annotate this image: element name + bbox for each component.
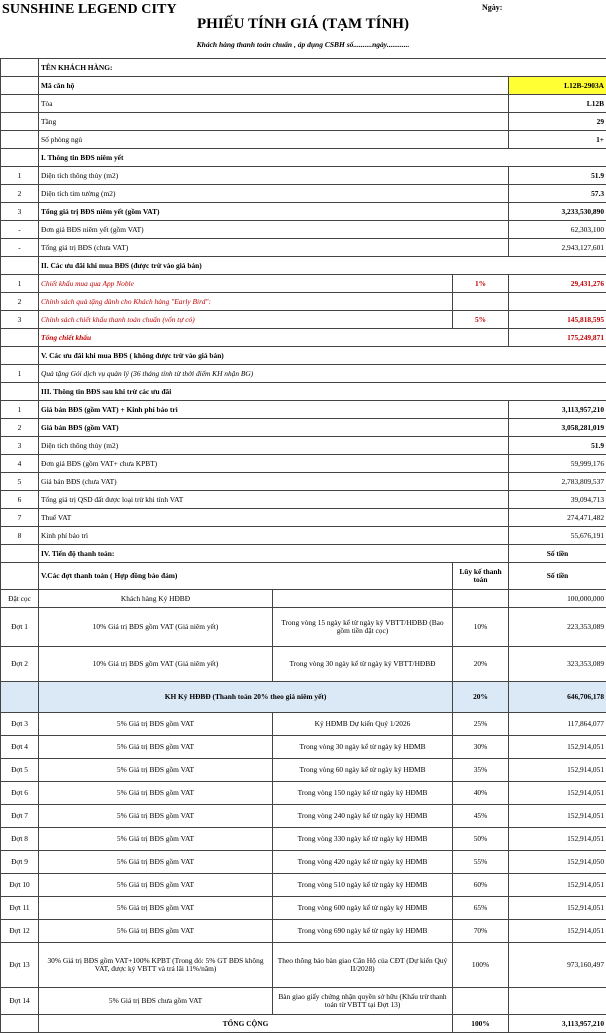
payment-percent: 40% bbox=[453, 782, 509, 805]
payment-desc: Khách hàng Ký HĐBĐ bbox=[39, 590, 273, 608]
row-label: Tòa bbox=[39, 95, 509, 113]
table-row bbox=[1, 473, 606, 491]
payment-value: 323,353,089 bbox=[509, 647, 606, 682]
installment-row bbox=[1, 805, 606, 828]
payment-timing: Trong vòng 690 ngày kể từ ngày ký HĐMB bbox=[273, 920, 453, 943]
payment-number: Đợt 2 bbox=[1, 647, 39, 682]
payment-timing: Bàn giao giấy chứng nhận quyền sở hữu (Khấu trừ thanh toán từ VBTT tại Đợt 13) bbox=[273, 988, 453, 1015]
section-title: V. Các ưu đãi khi mua BĐS ( không được trừ vào giá bán) bbox=[39, 347, 606, 365]
payment-number: Đợt 14 bbox=[1, 988, 39, 1015]
table-row bbox=[1, 275, 606, 293]
payment-number: Đợt 3 bbox=[1, 713, 39, 736]
row-number: 2 bbox=[1, 185, 39, 203]
row-number: 1 bbox=[1, 167, 39, 185]
highlight-row bbox=[1, 682, 606, 713]
grand-total-percent: 100% bbox=[453, 1015, 509, 1033]
payment-number: Đợt 12 bbox=[1, 920, 39, 943]
table-row bbox=[1, 113, 606, 131]
payment-desc: 5% Giá trị BĐS gồm VAT bbox=[39, 897, 273, 920]
row-value: 2,943,127,601 bbox=[509, 239, 606, 257]
row-label: Kinh phí bảo trì bbox=[39, 527, 509, 545]
payment-percent: 30% bbox=[453, 736, 509, 759]
payment-section-title: V.Các đợt thanh toán ( Hợp đồng bảo đảm) bbox=[39, 563, 453, 590]
section-title-row bbox=[1, 545, 606, 563]
payment-number: Đặt cọc bbox=[1, 590, 39, 608]
payment-desc: 5% Giá trị BĐS gồm VAT bbox=[39, 805, 273, 828]
payment-number: Đợt 1 bbox=[1, 608, 39, 647]
table-row bbox=[1, 401, 606, 419]
payment-desc: 10% Giá trị BĐS gồm VAT (Giá niêm yết) bbox=[39, 608, 273, 647]
row-number: 1 bbox=[1, 365, 39, 383]
row-value: 3,233,530,890 bbox=[509, 203, 606, 221]
highlight-value: 646,706,178 bbox=[509, 682, 606, 713]
row-value: 3,058,281,019 bbox=[509, 419, 606, 437]
discount-total-value: 175,249,871 bbox=[509, 329, 606, 347]
row-value: 29,431,276 bbox=[509, 275, 606, 293]
payment-number: Đợt 11 bbox=[1, 897, 39, 920]
payment-desc: 5% Giá trị BĐS gồm VAT bbox=[39, 874, 273, 897]
section-title-row bbox=[1, 347, 606, 365]
row-label: Giá bán BĐS (gồm VAT) + Kinh phí bảo trì bbox=[39, 401, 509, 419]
payment-timing: Trong vòng 15 ngày kể từ ngày ký VBTT/HĐBĐ (Bao gồm tiền đặt cọc) bbox=[273, 608, 453, 647]
payment-header-row bbox=[1, 563, 606, 590]
row-value: 62,303,100 bbox=[509, 221, 606, 239]
payment-timing: Trong vòng 60 ngày kể từ ngày ký HĐMB bbox=[273, 759, 453, 782]
payment-desc: 5% Giá trị BĐS gồm VAT bbox=[39, 828, 273, 851]
table-row bbox=[1, 527, 606, 545]
installment-row bbox=[1, 736, 606, 759]
payment-percent: 70% bbox=[453, 920, 509, 943]
row-label: Giá bán BĐS (chưa VAT) bbox=[39, 473, 509, 491]
row-value: 2,783,809,537 bbox=[509, 473, 606, 491]
table-row bbox=[1, 365, 606, 383]
table-row bbox=[1, 185, 606, 203]
section-title-row bbox=[1, 257, 606, 275]
table-row bbox=[1, 95, 606, 113]
payment-value: 152,914,051 bbox=[509, 897, 606, 920]
payment-timing: Trong vòng 30 ngày kể từ ngày ký VBTT/HĐBĐ bbox=[273, 647, 453, 682]
payment-row bbox=[1, 590, 606, 608]
table-row bbox=[1, 167, 606, 185]
row-label: Thuế VAT bbox=[39, 509, 509, 527]
row-number: 3 bbox=[1, 437, 39, 455]
table-row bbox=[1, 77, 606, 95]
row-number: 7 bbox=[1, 509, 39, 527]
payment-timing: Trong vòng 330 ngày kể từ ngày ký HĐMB bbox=[273, 828, 453, 851]
amount-header: Số tiền bbox=[509, 545, 606, 563]
payment-timing: Trong vòng 30 ngày kể từ ngày ký HĐMB bbox=[273, 736, 453, 759]
payment-desc: 5% Giá trị BĐS gồm VAT bbox=[39, 782, 273, 805]
section-title-row bbox=[1, 149, 606, 167]
payment-row bbox=[1, 608, 606, 647]
payment-percent: 50% bbox=[453, 828, 509, 851]
payment-desc: 30% Giá trị BĐS gồm VAT+100% KPBT (Trong đó: 5% GT BĐS không VAT, được ký VBTT và trả lãi 11%/năm) bbox=[39, 943, 273, 988]
payment-percent bbox=[453, 590, 509, 608]
payment-desc: 5% Giá trị BĐS gồm VAT bbox=[39, 713, 273, 736]
row-value: 3,113,957,210 bbox=[509, 401, 606, 419]
table-row bbox=[1, 437, 606, 455]
row-value: 51.9 bbox=[509, 167, 606, 185]
highlight-percent: 20% bbox=[453, 682, 509, 713]
row-number: 2 bbox=[1, 293, 39, 311]
payment-number: Đợt 5 bbox=[1, 759, 39, 782]
row-label: Diện tích thông thủy (m2) bbox=[39, 167, 509, 185]
table-row bbox=[1, 509, 606, 527]
payment-desc: 10% Giá trị BĐS gồm VAT (Giá niêm yết) bbox=[39, 647, 273, 682]
payment-value: 152,914,051 bbox=[509, 736, 606, 759]
installment-row bbox=[1, 920, 606, 943]
payment-number: Đợt 9 bbox=[1, 851, 39, 874]
row-value: 55,676,191 bbox=[509, 527, 606, 545]
payment-timing bbox=[273, 590, 453, 608]
row-label: Tổng giá trị QSD đất được loại trừ khi tính VAT bbox=[39, 491, 509, 509]
installment-row bbox=[1, 988, 606, 1015]
row-value: L12B bbox=[509, 95, 606, 113]
grand-total-value: 3,113,957,210 bbox=[509, 1015, 606, 1033]
row-label: Đơn giá BĐS niêm yết (gồm VAT) bbox=[39, 221, 509, 239]
discount-total-row bbox=[1, 329, 606, 347]
payment-value: 117,864,077 bbox=[509, 713, 606, 736]
payment-value: 973,160,497 bbox=[509, 943, 606, 988]
installment-row bbox=[1, 828, 606, 851]
row-value: 145,818,595 bbox=[509, 311, 606, 329]
payment-timing: Trong vòng 150 ngày kể từ ngày ký HĐMB bbox=[273, 782, 453, 805]
installment-row bbox=[1, 782, 606, 805]
row-label: Mã căn hộ bbox=[39, 77, 509, 95]
section-title-row bbox=[1, 383, 606, 401]
row-label: Đơn giá BĐS (gồm VAT+ chưa KPBT) bbox=[39, 455, 509, 473]
highlight-label: KH Ký HĐBĐ (Thanh toán 20% theo giá niêm yết) bbox=[39, 682, 453, 713]
row-value: 274,471,482 bbox=[509, 509, 606, 527]
payment-percent: 55% bbox=[453, 851, 509, 874]
row-label: Diện tích tim tường (m2) bbox=[39, 185, 509, 203]
row-number: 2 bbox=[1, 419, 39, 437]
row-number: 3 bbox=[1, 311, 39, 329]
row-value bbox=[509, 293, 606, 311]
payment-number: Đợt 10 bbox=[1, 874, 39, 897]
section-title: IV. Tiến độ thanh toán: bbox=[39, 545, 509, 563]
payment-timing: Trong vòng 510 ngày kể từ ngày ký HĐMB bbox=[273, 874, 453, 897]
document-title: PHIẾU TÍNH GIÁ (TẠM TÍNH) bbox=[0, 16, 606, 33]
table-row bbox=[1, 203, 606, 221]
payment-number: Đợt 6 bbox=[1, 782, 39, 805]
payment-value: 100,000,000 bbox=[509, 590, 606, 608]
row-label: Tổng giá trị BĐS niêm yết (gồm VAT) bbox=[39, 203, 509, 221]
payment-value: 152,914,051 bbox=[509, 805, 606, 828]
payment-value: 152,914,051 bbox=[509, 920, 606, 943]
row-number: - bbox=[1, 221, 39, 239]
row-value: 59,999,176 bbox=[509, 455, 606, 473]
cumulative-header: Lũy kế thanh toán bbox=[453, 563, 509, 590]
row-value: 57.3 bbox=[509, 185, 606, 203]
payment-timing: Trong vòng 600 ngày kể từ ngày ký HĐMB bbox=[273, 897, 453, 920]
payment-desc: 5% Giá trị BĐS chưa gồm VAT bbox=[39, 988, 273, 1015]
payment-timing: Trong vòng 240 ngày kể từ ngày ký HĐMB bbox=[273, 805, 453, 828]
row-percent bbox=[453, 293, 509, 311]
payment-percent: 35% bbox=[453, 759, 509, 782]
payment-timing: Ký HĐMB Dự kiến Quý 1/2026 bbox=[273, 713, 453, 736]
row-number: 4 bbox=[1, 455, 39, 473]
table-row bbox=[1, 491, 606, 509]
section-title: III. Thông tin BĐS sau khi trừ các ưu đãi bbox=[39, 383, 606, 401]
payment-value: 152,914,051 bbox=[509, 828, 606, 851]
table-row bbox=[1, 221, 606, 239]
table-row bbox=[1, 131, 606, 149]
section-title: II. Các ưu đãi khi mua BĐS (được trừ vào giá bán) bbox=[39, 257, 606, 275]
row-label: Chính sách chiết khấu thanh toán chuẩn (vốn tự có) bbox=[39, 311, 453, 329]
amount-header: Số tiền bbox=[509, 563, 606, 590]
row-value: 1+ bbox=[509, 131, 606, 149]
row-number: 5 bbox=[1, 473, 39, 491]
table-row bbox=[1, 311, 606, 329]
row-number: 8 bbox=[1, 527, 39, 545]
installment-row bbox=[1, 713, 606, 736]
row-value: 39,094,713 bbox=[509, 491, 606, 509]
discount-total-label: Tổng chiết khấu bbox=[39, 329, 509, 347]
row-label: Tổng giá trị BĐS (chưa VAT) bbox=[39, 239, 509, 257]
installment-row bbox=[1, 759, 606, 782]
row-label: Giá bán BĐS (gồm VAT) bbox=[39, 419, 509, 437]
payment-percent: 60% bbox=[453, 874, 509, 897]
row-number: 6 bbox=[1, 491, 39, 509]
price-table bbox=[0, 58, 606, 1033]
row-label: Số phòng ngủ bbox=[39, 131, 509, 149]
payment-value: 152,914,051 bbox=[509, 759, 606, 782]
row-number: 1 bbox=[1, 275, 39, 293]
payment-desc: 5% Giá trị BĐS gồm VAT bbox=[39, 736, 273, 759]
document-header bbox=[0, 0, 606, 56]
payment-percent: 65% bbox=[453, 897, 509, 920]
payment-value: 152,914,051 bbox=[509, 874, 606, 897]
row-number: 3 bbox=[1, 203, 39, 221]
table-row bbox=[1, 455, 606, 473]
grand-total-label: TỔNG CỘNG bbox=[39, 1015, 453, 1033]
payment-row bbox=[1, 647, 606, 682]
payment-number: Đợt 13 bbox=[1, 943, 39, 988]
payment-number: Đợt 4 bbox=[1, 736, 39, 759]
payment-number: Đợt 7 bbox=[1, 805, 39, 828]
row-label: Chiết khấu mua qua App Noble bbox=[39, 275, 453, 293]
section-title: I. Thông tin BĐS niêm yết bbox=[39, 149, 606, 167]
payment-value: 152,914,050 bbox=[509, 851, 606, 874]
payment-percent: 25% bbox=[453, 713, 509, 736]
row-value: 29 bbox=[509, 113, 606, 131]
row-number: - bbox=[1, 239, 39, 257]
payment-value: 223,353,089 bbox=[509, 608, 606, 647]
row-value: 51.9 bbox=[509, 437, 606, 455]
table-row bbox=[1, 419, 606, 437]
payment-timing: Trong vòng 420 ngày kể từ ngày ký HĐMB bbox=[273, 851, 453, 874]
installment-row bbox=[1, 851, 606, 874]
payment-value: 152,914,051 bbox=[509, 782, 606, 805]
document-subtitle: Khách hàng thanh toán chuẩn , áp dụng CSBH số..........ngày............ bbox=[0, 40, 606, 49]
unit-code: L12B-2903A bbox=[509, 77, 606, 95]
installment-row bbox=[1, 943, 606, 988]
row-label: Quà tặng Gói dịch vụ quản lý (36 tháng tính từ thời điểm KH nhận BG) bbox=[39, 365, 606, 383]
table-row bbox=[1, 293, 606, 311]
row-label: Diện tích thông thủy (m2) bbox=[39, 437, 509, 455]
row-percent: 5% bbox=[453, 311, 509, 329]
payment-desc: 5% Giá trị BĐS gồm VAT bbox=[39, 759, 273, 782]
company-name: SUNSHINE LEGEND CITY bbox=[2, 2, 177, 18]
row-label: Tầng bbox=[39, 113, 509, 131]
payment-number: Đợt 8 bbox=[1, 828, 39, 851]
customer-header-row bbox=[1, 59, 606, 77]
payment-timing: Theo thông báo bàn giao Căn Hộ của CĐT (Dự kiến Quý II/2028) bbox=[273, 943, 453, 988]
table-row bbox=[1, 239, 606, 257]
row-number: 1 bbox=[1, 401, 39, 419]
payment-percent: 100% bbox=[453, 943, 509, 988]
payment-percent: 45% bbox=[453, 805, 509, 828]
installment-row bbox=[1, 897, 606, 920]
installment-row bbox=[1, 874, 606, 897]
row-percent: 1% bbox=[453, 275, 509, 293]
customer-label: TÊN KHÁCH HÀNG: bbox=[39, 59, 606, 77]
payment-percent: 10% bbox=[453, 608, 509, 647]
payment-percent: 20% bbox=[453, 647, 509, 682]
date-label: Ngày: bbox=[482, 3, 502, 12]
payment-desc: 5% Giá trị BĐS gồm VAT bbox=[39, 920, 273, 943]
row-label: Chính sách quà tặng dành cho Khách hàng "Early Bird": bbox=[39, 293, 453, 311]
payment-desc: 5% Giá trị BĐS gồm VAT bbox=[39, 851, 273, 874]
